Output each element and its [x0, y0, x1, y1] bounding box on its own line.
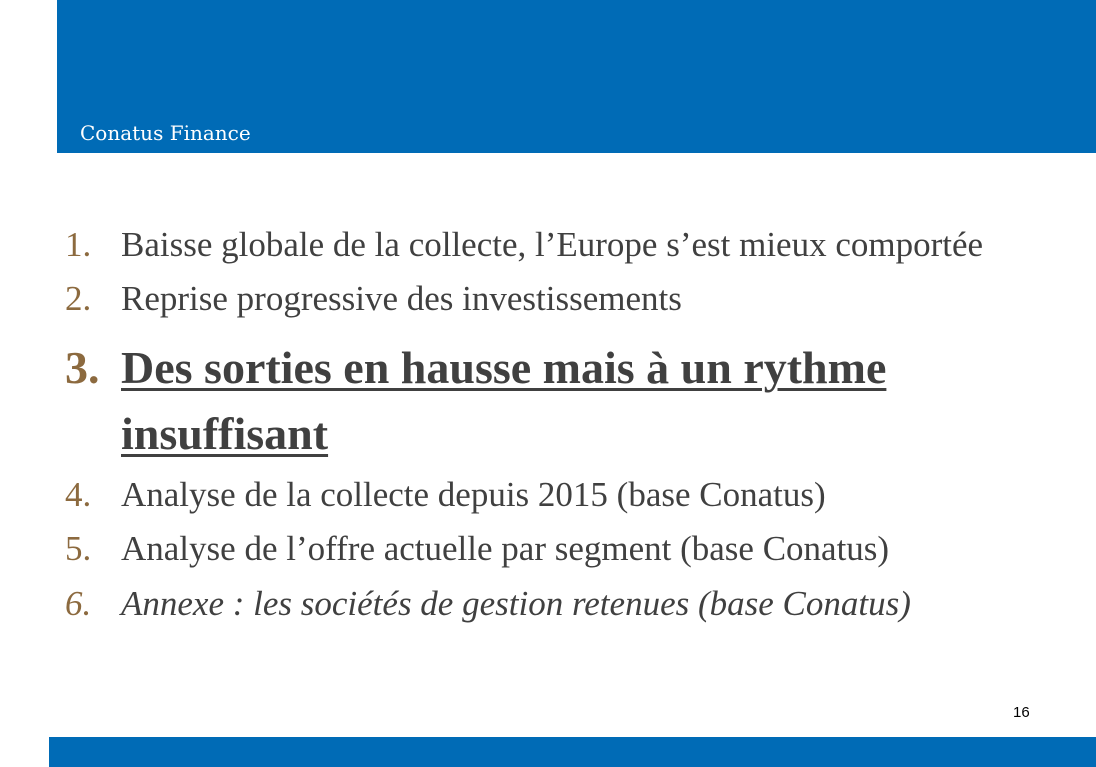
agenda-item-label: Annexe : les sociétés de gestion retenues (base Conatus) [121, 584, 911, 623]
agenda-item-label: Analyse de l’offre actuelle par segment (base Conatus) [121, 529, 890, 568]
agenda-item-label: Analyse de la collecte depuis 2015 (base Conatus) [121, 475, 826, 514]
agenda-item-label: Baisse globale de la collecte, l’Europe s’est mieux comportée [121, 225, 984, 264]
agenda-item-2 [65, 279, 1035, 319]
agenda-item-number: 6. [65, 584, 92, 623]
agenda-item-3-current [65, 335, 1035, 467]
agenda-item-label: Reprise progressive des investissements [121, 279, 682, 318]
agenda-item-number: 1. [65, 225, 92, 264]
footer-band [49, 737, 1096, 767]
page-number: 16 [1013, 704, 1030, 721]
agenda-item-1 [65, 225, 1035, 265]
agenda-item-number: 5. [65, 529, 92, 568]
brand-name: Conatus Finance [80, 121, 251, 145]
agenda-item-number: 3. [65, 342, 100, 393]
agenda-item-5 [65, 529, 1035, 569]
agenda-item-number: 2. [65, 279, 92, 318]
agenda-item-6 [65, 584, 1035, 624]
agenda-item-number: 4. [65, 475, 92, 514]
agenda-item-label: Des sorties en hausse mais à un rythme insuffisant [121, 342, 887, 459]
agenda-item-4 [65, 475, 1035, 515]
